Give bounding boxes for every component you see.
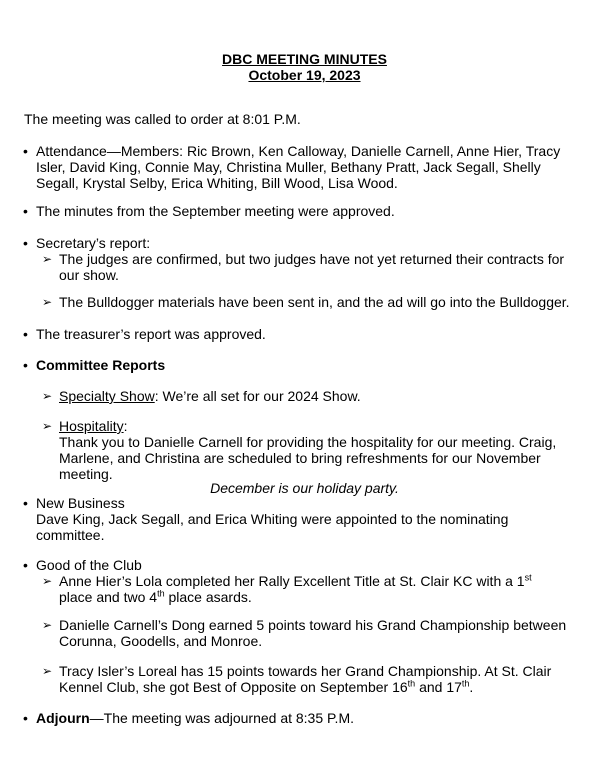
arrow-bullet-icon: ➢ [42,618,53,632]
hospitality-item [59,418,127,434]
document-date: October 19, 2023 [248,67,361,83]
lola-sup-2: th [157,588,165,599]
document-title: DBC MEETING MINUTES [222,51,387,67]
dong-line-2: Corunna, Goodells, and Monroe. [59,633,263,649]
new-business-line-2: committee. [36,527,105,543]
secretary-item-1-line-1: The judges are confirmed, but two judges have not yet returned their contracts for [59,251,565,267]
loreal-line-2 [59,679,473,695]
minutes-approved: The minutes from the September meeting were approved. [36,203,395,219]
bullet-icon: • [23,326,28,342]
bullet-icon: • [23,203,28,219]
attendance-line-1: Attendance—Members: Ric Brown, Ken Calloway, Danielle Carnell, Anne Hier, Tracy [36,143,561,159]
secretary-item-1-line-2: our show. [59,267,119,283]
lola-sup-1: st [524,572,532,583]
adjourn-label: Adjourn [36,710,90,726]
hospitality-line-3: meeting. [59,466,113,482]
lola-line-1 [59,573,532,589]
secretary-item-2: The Bulldogger materials have been sent in, and the ad will go into the Bulldogger. [59,294,570,310]
secretary-heading: Secretary’s report: [36,235,151,251]
lola-text-b: place and two 4 [59,589,158,605]
bullet-icon: • [23,557,28,573]
loreal-sup-2: th [461,678,470,689]
dong-line-1: Danielle Carnell’s Dong earned 5 points toward his Grand Championship between [59,617,567,633]
hospitality-line-1: Thank you to Danielle Carnell for providing the hospitality for our meeting. Craig, [59,434,557,450]
adjourn-text: —The meeting was adjourned at 8:35 P.M. [89,710,354,726]
arrow-bullet-icon: ➢ [42,574,53,588]
bullet-icon: • [23,495,28,511]
bullet-icon: • [23,710,28,726]
lola-line-2 [59,589,252,605]
treasurer-report: The treasurer’s report was approved. [36,326,266,342]
arrow-bullet-icon: ➢ [42,252,53,266]
holiday-note: December is our holiday party. [210,480,399,496]
hospitality-label: Hospitality [59,418,124,434]
attendance-line-2: Isler, David King, Connie May, Christina Muller, Bethany Pratt, Jack Segall, Shelly [36,159,541,175]
lola-text-a: Anne Hier’s Lola completed her Rally Excellent Title at St. Clair KC with a 1 [59,573,525,589]
specialty-show-item [59,388,361,404]
arrow-bullet-icon: ➢ [42,389,53,403]
hospitality-colon: : [123,418,128,434]
specialty-show-label: Specialty Show [59,388,155,404]
specialty-show-text: : We’re all set for our 2024 Show. [154,388,361,404]
arrow-bullet-icon: ➢ [42,295,53,309]
call-to-order: The meeting was called to order at 8:01 P.M. [24,111,301,127]
loreal-sup-1: th [407,678,416,689]
arrow-bullet-icon: ➢ [42,664,53,678]
loreal-text-a: Kennel Club, she got Best of Opposite on September 16 [59,679,408,695]
attendance-line-3: Segall, Krystal Selby, Erica Whiting, Bill Wood, Lisa Wood. [36,175,398,191]
bullet-icon: • [23,143,28,159]
new-business-heading: New Business [36,495,125,511]
loreal-line-1: Tracy Isler’s Loreal has 15 points towards her Grand Championship. At St. Clair [59,663,552,679]
good-of-club-heading: Good of the Club [36,557,142,573]
hospitality-line-2: Marlene, and Christina are scheduled to bring refreshments for our November [59,450,541,466]
committee-heading: Committee Reports [36,357,166,373]
loreal-text-c: . [469,679,474,695]
bullet-icon: • [23,235,28,251]
bullet-icon: • [23,357,28,373]
lola-text-c: place asards. [164,589,252,605]
arrow-bullet-icon: ➢ [42,419,53,433]
loreal-text-b: and 17 [415,679,462,695]
adjourn-line [36,710,354,726]
new-business-line-1: Dave King, Jack Segall, and Erica Whiting were appointed to the nominating [36,511,509,527]
